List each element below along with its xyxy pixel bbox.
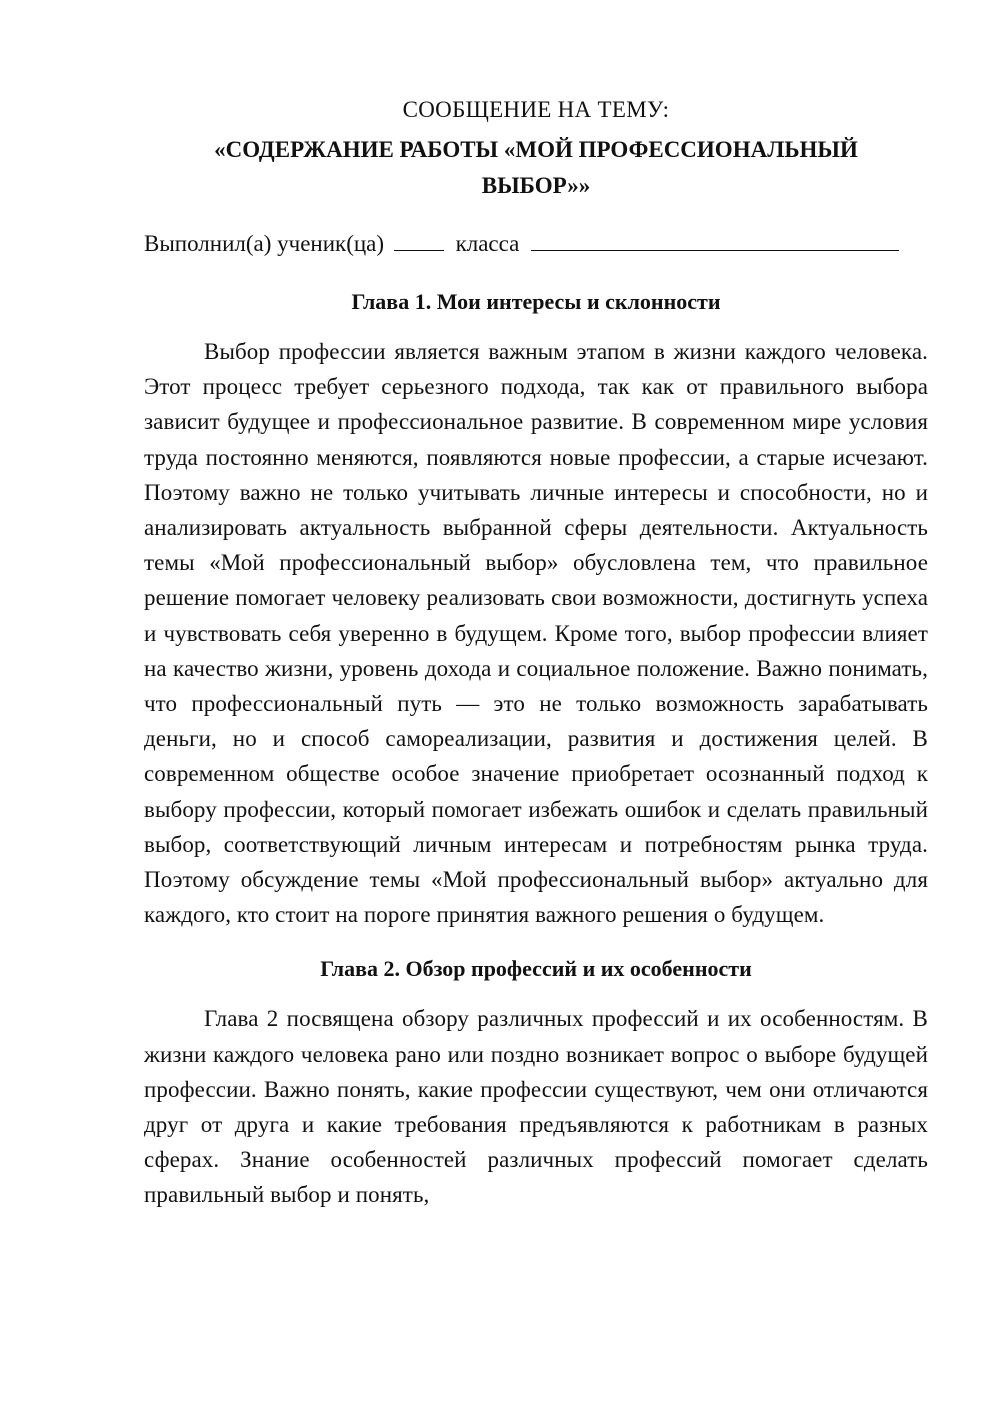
chapter-2-paragraph: Глава 2 посвящена обзору различных профессий и их особенностям. В жизни каждого человека рано или поздно возникает вопрос о выборе будущей профессии. Важно понять, какие профессии существуют, чем они отличаются друг от друга и какие требования предъявляются к работникам в разных сферах. Знание особенностей различных профессий помогает сделать правильный выбор и понять,	[144, 1006, 928, 1208]
student-name-blank	[531, 226, 899, 251]
document-page	[144, 92, 928, 1213]
document-title-line1: СООБЩЕНИЕ НА ТЕМУ:	[402, 97, 670, 122]
class-label: класса	[455, 231, 520, 256]
chapter-1-heading: Глава 1. Мои интересы и склонности	[351, 289, 721, 314]
class-number-blank	[394, 226, 444, 251]
document-title-line2: «СОДЕРЖАНИЕ РАБОТЫ «МОЙ ПРОФЕССИОНАЛЬНЫЙ ВЫБОР»»	[214, 137, 858, 198]
author-line	[144, 226, 928, 262]
author-prefix: Выполнил(а) ученик(ца)	[144, 231, 385, 256]
chapter-1-paragraph: Выбор профессии является важным этапом в жизни каждого человека. Этот процесс требует серьезного подхода, так как от правильного выбора зависит будущее и профессиональное развитие. В современном мире условия труда постоянно меняются, появляются новые профессии, а старые исчезают. Поэтому важно не только учитывать личные интересы и способности, но и анализировать актуальность выбранной сферы деятельности. Актуальность темы «Мой профессиональный выбор» обусловлена тем, что правильное решение помогает человеку реализовать свои возможности, достигнуть успеха и чувствовать себя уверенно в будущем. Кроме того, выбор профессии влияет на качество жизни, уровень дохода и социальное положение. Важно понимать, что профессиональный путь — это не только возможность зарабатывать деньги, но и способ самореализации, развития и достижения целей. В современном обществе особое значение приобретает осознанный подход к выбору профессии, который помогает избежать ошибок и сделать правильный выбор, соответствующий личным интересам и потребностям рынка труда. Поэтому обсуждение темы «Мой профессиональный выбор» актуально для каждого, кто стоит на пороге принятия важного решения о будущем.	[144, 339, 928, 928]
chapter-2-heading: Глава 2. Обзор профессий и их особенности	[320, 956, 752, 982]
